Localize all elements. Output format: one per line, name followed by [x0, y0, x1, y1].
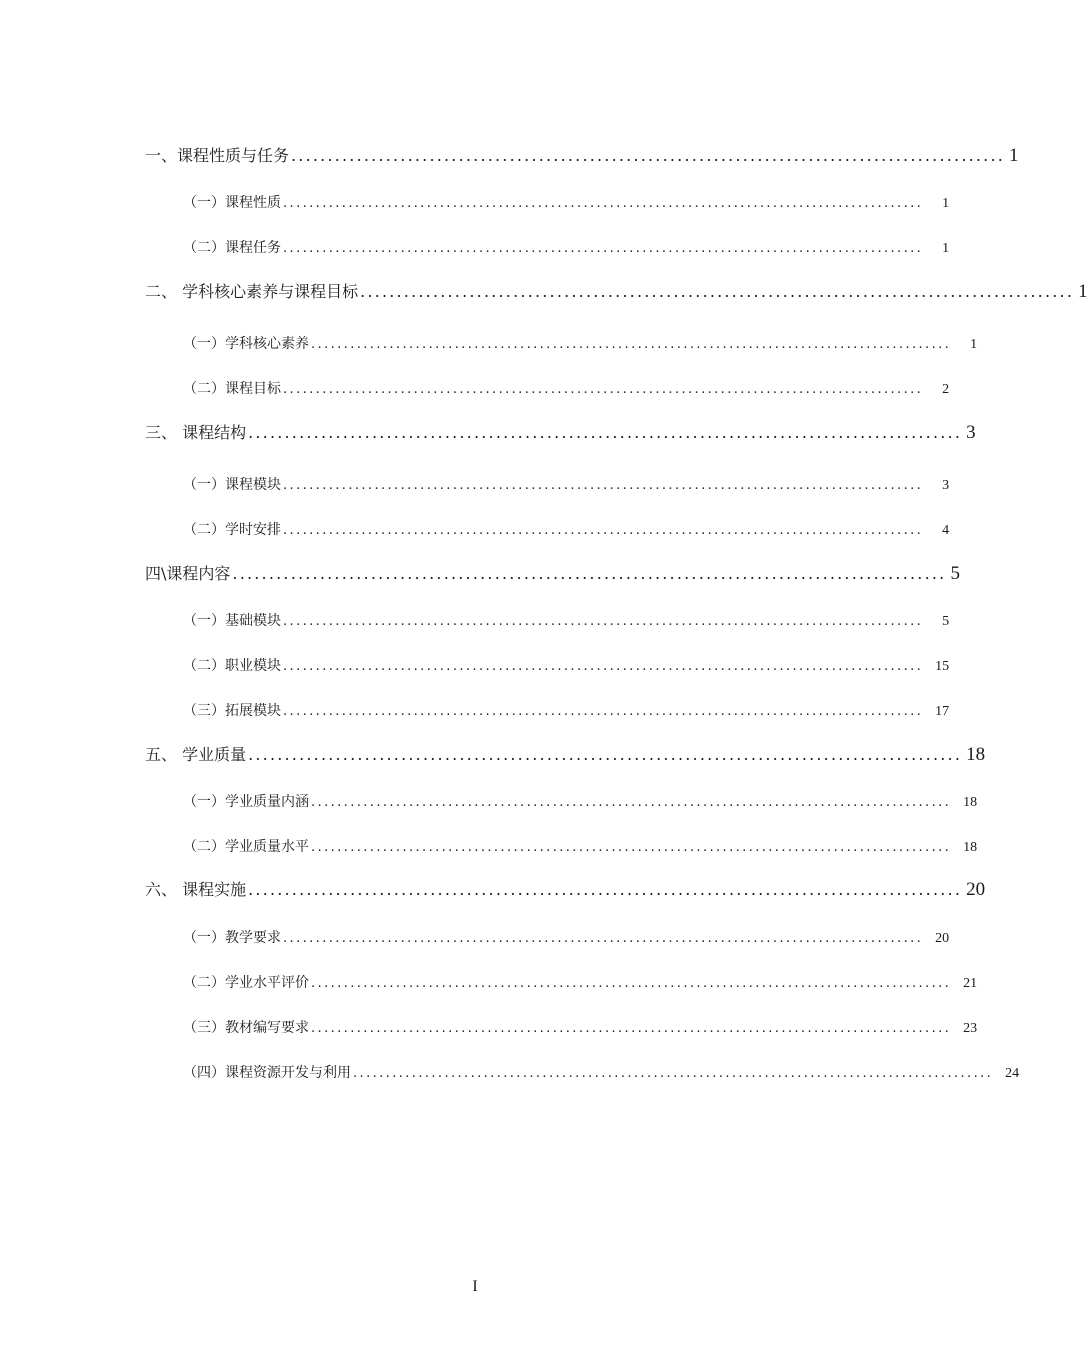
toc-entry-4-1[interactable] [183, 610, 950, 630]
toc-entry-label: 一、课程性质与任务 [145, 146, 290, 165]
toc-entry-page: 5 [950, 563, 960, 584]
toc-entry-label: （二）学时安排 [183, 522, 281, 538]
toc-entry-1[interactable] [145, 143, 1019, 167]
toc-entry-label: （二）学业质量水平 [183, 839, 309, 855]
toc-entry-label: （二）课程目标 [183, 381, 281, 397]
toc-entry-6-2[interactable] [183, 972, 978, 992]
toc-entry-3-1[interactable] [183, 474, 950, 494]
toc-entry-5[interactable] [145, 742, 986, 766]
toc-entry-page: 20 [935, 931, 950, 946]
toc-entry-2-1[interactable] [183, 333, 978, 353]
toc-entry-label: （二）职业模块 [183, 658, 281, 674]
toc-entry-label: 三、 课程结构 [145, 423, 247, 442]
dot-leader: .................................................................................................. [283, 614, 924, 629]
dot-leader: .................................................................................................. [311, 795, 952, 810]
toc-entry-label: （三）教材编写要求 [183, 1020, 309, 1036]
toc-entry-4-3[interactable] [183, 700, 950, 720]
toc-entry-label: 六、 课程实施 [145, 880, 247, 899]
toc-entry-label: （一）学业质量内涵 [183, 794, 309, 810]
toc-entry-6-4[interactable] [183, 1062, 1020, 1082]
toc-entry-page: 23 [963, 1021, 978, 1036]
dot-leader: .................................................................................................. [248, 745, 963, 764]
toc-entry-page: 17 [935, 704, 950, 719]
toc-entry-page: 2 [942, 382, 950, 397]
toc-entry-page: 24 [1005, 1066, 1020, 1081]
toc-entry-label: （二）课程任务 [183, 240, 281, 256]
toc-entry-page: 1 [1078, 281, 1088, 302]
toc-entry-page: 3 [966, 422, 976, 443]
toc-entry-label: （一）学科核心素养 [183, 336, 309, 352]
toc-entry-page: 15 [935, 659, 950, 674]
toc-entry-label: 二、 学科核心素养与课程目标 [145, 282, 359, 301]
toc-entry-label: （一）课程性质 [183, 195, 281, 211]
toc-entry-page: 1 [1009, 145, 1019, 166]
dot-leader: .................................................................................................. [283, 659, 924, 674]
dot-leader: .................................................................................................. [283, 382, 924, 397]
toc-entry-page: 18 [963, 795, 978, 810]
dot-leader: .................................................................................................. [311, 1021, 952, 1036]
dot-leader: .................................................................................................. [283, 523, 924, 538]
toc-entry-label: 四\课程内容 [145, 564, 231, 583]
toc-entry-page: 18 [963, 840, 978, 855]
toc-entry-page: 4 [942, 523, 950, 538]
dot-leader: .................................................................................................. [232, 564, 947, 583]
toc-entry-label: （二）学业水平评价 [183, 975, 309, 991]
dot-leader: .................................................................................................. [283, 931, 924, 946]
toc-entry-page: 1 [942, 241, 950, 256]
dot-leader: .................................................................................................. [311, 337, 952, 352]
toc-entry-1-1[interactable] [183, 192, 950, 212]
dot-leader: .................................................................................................. [248, 880, 963, 899]
toc-entry-3[interactable] [145, 420, 976, 444]
toc-entry-page: 21 [963, 976, 978, 991]
toc-entry-label: （一）基础模块 [183, 613, 281, 629]
toc-entry-6[interactable] [145, 877, 986, 901]
toc-entry-6-3[interactable] [183, 1017, 978, 1037]
toc-entry-2-2[interactable] [183, 378, 950, 398]
toc-entry-3-2[interactable] [183, 519, 950, 539]
toc-entry-label: （一）课程模块 [183, 477, 281, 493]
dot-leader: .................................................................................................. [291, 146, 1006, 165]
toc-entry-page: 1 [970, 337, 978, 352]
dot-leader: .................................................................................................. [283, 241, 924, 256]
toc-entry-page: 5 [942, 614, 950, 629]
toc-entry-5-2[interactable] [183, 836, 978, 856]
dot-leader: .................................................................................................. [353, 1066, 994, 1081]
dot-leader: .................................................................................................. [283, 704, 924, 719]
dot-leader: .................................................................................................. [360, 282, 1075, 301]
toc-entry-label: （一）教学要求 [183, 930, 281, 946]
dot-leader: .................................................................................................. [283, 196, 924, 211]
page-number: I [472, 1278, 478, 1295]
toc-entry-1-2[interactable] [183, 237, 950, 257]
toc-entry-2[interactable] [145, 279, 1088, 303]
toc-entry-label: 五、 学业质量 [145, 745, 247, 764]
toc-entry-page: 20 [966, 879, 986, 900]
toc-entry-label: （四）课程资源开发与利用 [183, 1065, 351, 1081]
toc-entry-page: 3 [942, 478, 950, 493]
toc-entry-6-1[interactable] [183, 927, 950, 947]
toc-entry-page: 1 [942, 196, 950, 211]
toc-entry-4-2[interactable] [183, 655, 950, 675]
dot-leader: .................................................................................................. [311, 976, 952, 991]
toc-entry-page: 18 [966, 744, 986, 765]
toc-entry-5-1[interactable] [183, 791, 978, 811]
dot-leader: .................................................................................................. [311, 840, 952, 855]
dot-leader: .................................................................................................. [283, 478, 924, 493]
dot-leader: .................................................................................................. [248, 423, 963, 442]
toc-entry-label: （三）拓展模块 [183, 703, 281, 719]
toc-entry-4[interactable] [145, 561, 960, 585]
